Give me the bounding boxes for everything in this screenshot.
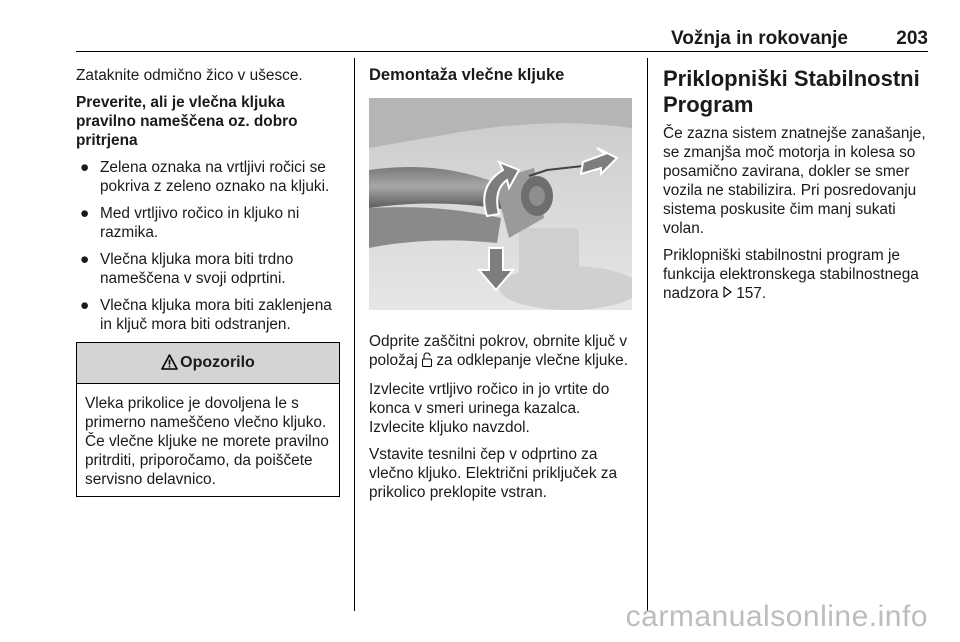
- tow-hook-removal-photo: [369, 98, 632, 310]
- section-heading: Priklopniški Stabilnostni Program: [663, 66, 920, 117]
- section-heading: Demontaža vlečne kljuke: [369, 66, 565, 84]
- instruction-pull-lever: Izvlecite vrtljivo ročico in jo vrtite do konca v smeri urinega kazalca. Izvlecite kljuko navzdol.: [369, 381, 610, 436]
- watermark: carmanualsonline.info: [625, 600, 928, 633]
- unlock-icon: [422, 352, 432, 372]
- bullet: ●: [80, 251, 90, 268]
- column-divider: [354, 58, 355, 611]
- check-list: [76, 158, 340, 334]
- warning-text: Vleka prikolice je dovoljena le s primerno nameščeno vlečno kljuko. Če vlečne kljuke ne morete pravilno pritrditi, priporočamo, da poiščete servisno delavnico.: [85, 395, 329, 488]
- section-title: Vožnja in rokovanje: [670, 28, 848, 49]
- list-item: ● Vlečna kljuka mora biti trdno nameščena v svoji odprtini.: [80, 251, 294, 287]
- instruction-unlock: Odprite zaščitni pokrov, obrnite ključ v položaj za odklepanje vlečne kljuke.: [369, 332, 633, 372]
- right-column: [663, 66, 927, 311]
- page-number: 203: [896, 28, 928, 49]
- middle-column: [369, 66, 633, 510]
- list-item: ● Med vrtljivo ročico in kljuko ni razmika.: [80, 205, 300, 241]
- list-item: ● Zelena oznaka na vrtljivi ročici se pokriva z zeleno oznako na kljuki.: [80, 159, 330, 195]
- tsp-reference: Priklopniški stabilnostni program je funkcija elektronskega stabilnostnega nadzora 157.: [663, 247, 919, 302]
- tsp-description: Če zazna sistem znatnejše zanašanje, se zmanjša moč motorja in kolesa so posamično zavirana, dokler se smer vozila ne stabilizira. Pri posredovanju sistema poskusite čim manj sukati volan.: [663, 125, 926, 237]
- column-divider: [647, 58, 648, 611]
- warning-triangle-icon: [161, 354, 178, 370]
- bullet: ●: [80, 297, 90, 314]
- header-rule: [76, 51, 928, 52]
- list-item: ● Vlečna kljuka mora biti zaklenjena in ključ mora biti odstranjen.: [80, 297, 332, 333]
- page-reference-link[interactable]: 157.: [736, 285, 767, 302]
- warning-box: [76, 342, 340, 497]
- bullet: ●: [80, 159, 90, 176]
- page-header: [76, 28, 928, 50]
- instruction-seal-plug: Vstavite tesnilni čep v odprtino za vlečno kljuko. Električni priključek za prikolico preklopite vstran.: [369, 446, 618, 501]
- check-heading: Preverite, ali je vlečna kljuka pravilno nameščena oz. dobro pritrjena: [76, 94, 298, 149]
- warning-title: Opozorilo: [180, 354, 255, 371]
- warning-header: [77, 343, 339, 384]
- intro-text: Zataknite odmično žico v ušesce.: [76, 67, 303, 84]
- bullet: ●: [80, 205, 90, 222]
- page-reference-arrow-icon: [723, 285, 732, 302]
- left-column: [76, 66, 340, 497]
